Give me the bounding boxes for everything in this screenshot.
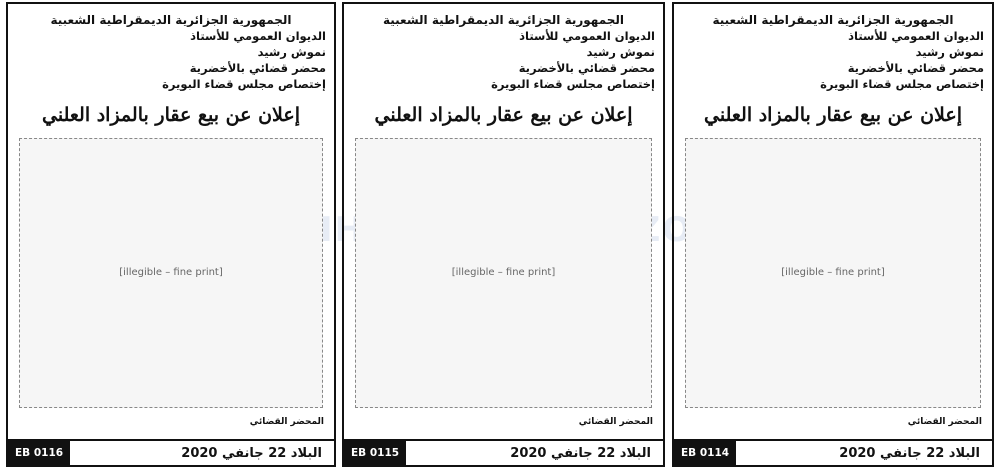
notice-header	[344, 4, 663, 92]
notice-footer	[674, 439, 992, 465]
illegible-text-block: [illegible – fine print]	[19, 138, 323, 408]
notice-footer	[8, 439, 334, 465]
notice-title: إعلان عن بيع عقار بالمزاد العلني	[42, 104, 300, 126]
notice-header	[674, 4, 992, 92]
notice-body	[674, 132, 992, 417]
notice-header	[8, 4, 334, 92]
republic-line: الجمهورية الجزائرية الديمقراطية الشعبية	[50, 13, 292, 27]
publication-date: البلاد 22 جانفي 2020	[839, 445, 980, 461]
ad-code: EB 0116	[8, 441, 70, 465]
signature: المحضر القضائي	[907, 417, 982, 427]
republic-line: الجمهورية الجزائرية الديمقراطية الشعبية	[712, 13, 954, 27]
notice-1	[672, 2, 994, 467]
notice-title: إعلان عن بيع عقار بالمزاد العلني	[704, 104, 962, 126]
jurisdiction-line: إختصاص مجلس قضاء البويرة	[820, 77, 984, 91]
ad-code: EB 0115	[344, 441, 406, 465]
bailiff-role: محضر قضائي بالأخضرية	[518, 61, 655, 75]
publication-date: البلاد 22 جانفي 2020	[181, 445, 322, 461]
office-line: الديوان العمومي للأستاذ	[848, 29, 984, 43]
bailiff-role: محضر قضائي بالأخضرية	[189, 61, 326, 75]
notice-footer	[344, 439, 663, 465]
notice-3	[6, 2, 336, 467]
notice-body	[8, 132, 334, 417]
republic-line: الجمهورية الجزائرية الديمقراطية الشعبية	[382, 13, 625, 27]
ad-code: EB 0114	[674, 441, 736, 465]
office-line: الديوان العمومي للأستاذ	[190, 29, 326, 43]
illegible-text-block: [illegible – fine print]	[355, 138, 652, 408]
notice-2	[342, 2, 665, 467]
jurisdiction-line: إختصاص مجلس قضاء البويرة	[162, 77, 326, 91]
jurisdiction-line: إختصاص مجلس قضاء البويرة	[491, 77, 655, 91]
notice-title: إعلان عن بيع عقار بالمزاد العلني	[374, 104, 633, 126]
bailiff-name: نموش رشيد	[915, 45, 984, 59]
illegible-text-block: [illegible – fine print]	[685, 138, 981, 408]
signature: المحضر القضائي	[249, 417, 324, 427]
bailiff-name: نموش رشيد	[257, 45, 326, 59]
bailiff-role: محضر قضائي بالأخضرية	[847, 61, 984, 75]
notice-body	[344, 132, 663, 417]
signature: المحضر القضائي	[578, 417, 653, 427]
bailiff-name: نموش رشيد	[586, 45, 655, 59]
office-line: الديوان العمومي للأستاذ	[519, 29, 655, 43]
publication-date: البلاد 22 جانفي 2020	[510, 445, 651, 461]
